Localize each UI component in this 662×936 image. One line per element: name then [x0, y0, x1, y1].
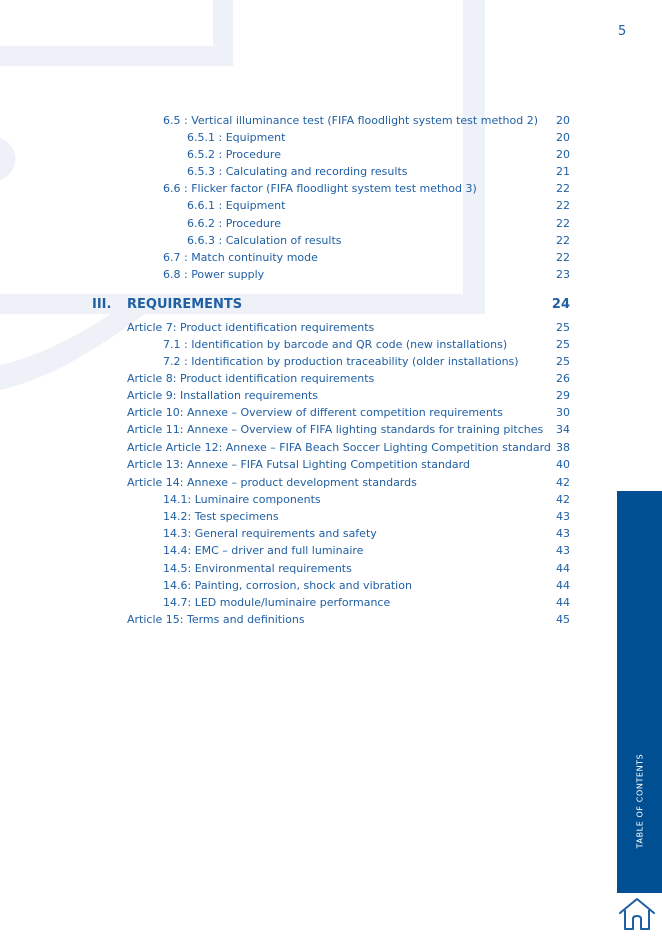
toc-page: 23 — [556, 268, 570, 281]
toc-entry[interactable]: 14.3: General requirements and safety — [163, 527, 377, 540]
table-of-contents-tab[interactable] — [617, 491, 662, 893]
toc-page: 21 — [556, 165, 570, 178]
toc-page: 30 — [556, 406, 570, 419]
toc-entry[interactable]: 14.1: Luminaire components — [163, 493, 321, 506]
home-icon — [617, 896, 657, 932]
toc-page: 22 — [556, 182, 570, 195]
toc-entry[interactable]: 14.2: Test specimens — [163, 510, 279, 523]
toc-entry[interactable]: 14.7: LED module/luminaire performance — [163, 596, 391, 609]
toc-page: 25 — [556, 321, 570, 334]
toc-entry[interactable]: 7.2 : Identification by production traceability (older installations) — [163, 355, 519, 368]
home-button[interactable] — [617, 896, 657, 932]
toc-page: 43 — [556, 510, 570, 523]
toc-entry[interactable]: 6.6.2 : Procedure — [187, 217, 281, 230]
toc-entry[interactable]: Article 14: Annexe – product development standards — [127, 476, 417, 489]
toc-page: 42 — [556, 493, 570, 506]
toc-entry[interactable]: 6.8 : Power supply — [163, 268, 265, 281]
toc-page: 22 — [556, 217, 570, 230]
toc-page: 45 — [556, 613, 570, 626]
toc-entry[interactable]: 6.5.2 : Procedure — [187, 148, 281, 161]
toc-entry[interactable]: 6.5.3 : Calculating and recording results — [187, 165, 408, 178]
toc-entry[interactable]: Article 8: Product identification requirements — [127, 372, 375, 385]
toc-page: 34 — [556, 423, 570, 436]
toc-page: 20 — [556, 114, 570, 127]
toc-entry[interactable]: Article 9: Installation requirements — [127, 389, 319, 402]
toc-page: 26 — [556, 372, 570, 385]
toc-entry[interactable]: 14.6: Painting, corrosion, shock and vibration — [163, 579, 412, 592]
toc-page: 25 — [556, 338, 570, 351]
toc-page: 42 — [556, 476, 570, 489]
toc-page: 44 — [556, 596, 570, 609]
toc-entry[interactable]: 14.4: EMC – driver and full luminaire — [163, 544, 364, 557]
side-tab-label: TABLE OF CONTENTS — [635, 753, 644, 849]
toc-entry[interactable]: Article 15: Terms and definitions — [127, 613, 305, 626]
toc-page: 44 — [556, 579, 570, 592]
toc-entry[interactable]: 6.7 : Match continuity mode — [163, 251, 318, 264]
toc-page: 20 — [556, 148, 570, 161]
toc-page: 43 — [556, 527, 570, 540]
toc-page: 40 — [556, 458, 570, 471]
toc-entry[interactable]: 6.6.3 : Calculation of results — [187, 234, 342, 247]
toc-entry[interactable]: Article Article 12: Annexe – FIFA Beach Soccer Lighting Competition standard — [127, 441, 551, 454]
toc-entry[interactable]: Article 13: Annexe – FIFA Futsal Lighting Competition standard — [127, 458, 470, 471]
toc-entry[interactable]: 6.6.1 : Equipment — [187, 199, 286, 212]
toc-page: 25 — [556, 355, 570, 368]
section-title[interactable]: REQUIREMENTS — [127, 297, 243, 312]
section-number: III. — [92, 297, 112, 312]
toc-entry[interactable]: 6.5.1 : Equipment — [187, 131, 286, 144]
toc-page: 22 — [556, 251, 570, 264]
toc-entry[interactable]: 6.5 : Vertical illuminance test (FIFA floodlight system test method 2) — [163, 114, 538, 127]
page-number: 5 — [618, 24, 627, 39]
toc-entry[interactable]: Article 11: Annexe – Overview of FIFA lighting standards for training pitches — [127, 423, 544, 436]
toc-entry[interactable]: Article 10: Annexe – Overview of different competition requirements — [127, 406, 503, 419]
toc-page: 20 — [556, 131, 570, 144]
toc-entry[interactable]: 6.6 : Flicker factor (FIFA floodlight system test method 3) — [163, 182, 477, 195]
toc-page: 38 — [556, 441, 570, 454]
toc-page: 43 — [556, 544, 570, 557]
toc-page: 29 — [556, 389, 570, 402]
toc-page: 22 — [556, 199, 570, 212]
toc-entry[interactable]: Article 7: Product identification requirements — [127, 321, 375, 334]
toc-entry[interactable]: 7.1 : Identification by barcode and QR code (new installations) — [163, 338, 508, 351]
toc-page: 44 — [556, 562, 570, 575]
section-page: 24 — [551, 297, 570, 312]
toc-entry[interactable]: 14.5: Environmental requirements — [163, 562, 352, 575]
toc-page: 22 — [556, 234, 570, 247]
